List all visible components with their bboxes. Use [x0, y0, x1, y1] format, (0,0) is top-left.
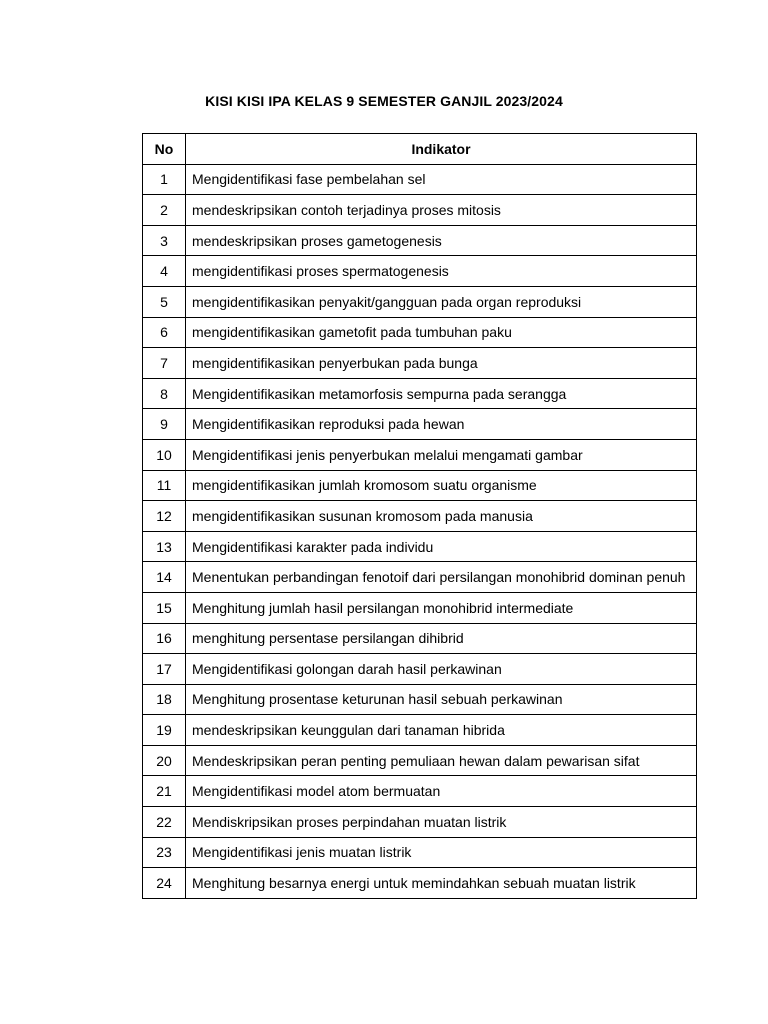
table-row	[143, 562, 697, 593]
table-row	[143, 378, 697, 409]
row-indicator: mengidentifikasikan penyerbukan pada bunga	[186, 348, 697, 379]
table-header-row	[143, 134, 697, 165]
row-indicator: Menentukan perbandingan fenotoif dari persilangan monohibrid dominan penuh	[186, 562, 697, 593]
table-row	[143, 225, 697, 256]
row-number: 13	[143, 531, 186, 562]
row-indicator: Mengidentifikasi fase pembelahan sel	[186, 164, 697, 195]
row-indicator: Menghitung besarnya energi untuk memindahkan sebuah muatan listrik	[186, 868, 697, 899]
row-indicator: menghitung persentase persilangan dihibrid	[186, 623, 697, 654]
row-indicator: mendeskripsikan proses gametogenesis	[186, 225, 697, 256]
table-row	[143, 745, 697, 776]
table-row	[143, 317, 697, 348]
row-number: 22	[143, 807, 186, 838]
page-title: KISI KISI IPA KELAS 9 SEMESTER GANJIL 2023/2024	[205, 93, 563, 109]
table-row	[143, 256, 697, 287]
table-row	[143, 684, 697, 715]
row-indicator: Menghitung prosentase keturunan hasil sebuah perkawinan	[186, 684, 697, 715]
row-indicator: Mengidentifikasi jenis muatan listrik	[186, 837, 697, 868]
row-number: 23	[143, 837, 186, 868]
column-header-no: No	[143, 134, 186, 165]
row-number: 4	[143, 256, 186, 287]
row-indicator: mengidentifikasikan jumlah kromosom suatu organisme	[186, 470, 697, 501]
row-indicator: Mendeskripsikan peran penting pemuliaan hewan dalam pewarisan sifat	[186, 745, 697, 776]
row-number: 5	[143, 286, 186, 317]
table-body	[143, 164, 697, 898]
row-number: 1	[143, 164, 186, 195]
row-number: 17	[143, 654, 186, 685]
row-indicator: mendeskripsikan keunggulan dari tanaman hibrida	[186, 715, 697, 746]
row-indicator: mengidentifikasi proses spermatogenesis	[186, 256, 697, 287]
table-row	[143, 501, 697, 532]
table-row	[143, 776, 697, 807]
row-number: 3	[143, 225, 186, 256]
table-row	[143, 807, 697, 838]
table-row	[143, 286, 697, 317]
row-indicator: Mengidentifikasi karakter pada individu	[186, 531, 697, 562]
table-row	[143, 409, 697, 440]
table-row	[143, 654, 697, 685]
row-number: 11	[143, 470, 186, 501]
table-row	[143, 592, 697, 623]
table-row	[143, 470, 697, 501]
row-number: 20	[143, 745, 186, 776]
row-indicator: Mengidentifikasi jenis penyerbukan melalui mengamati gambar	[186, 439, 697, 470]
row-indicator: mengidentifikasikan gametofit pada tumbuhan paku	[186, 317, 697, 348]
row-number: 12	[143, 501, 186, 532]
row-indicator: mengidentifikasikan penyakit/gangguan pada organ reproduksi	[186, 286, 697, 317]
table-row	[143, 623, 697, 654]
table-row	[143, 195, 697, 226]
row-indicator: Mengidentifikasikan reproduksi pada hewan	[186, 409, 697, 440]
row-number: 19	[143, 715, 186, 746]
row-indicator: mendeskripsikan contoh terjadinya proses mitosis	[186, 195, 697, 226]
table-row	[143, 439, 697, 470]
row-indicator: Mengidentifikasi golongan darah hasil perkawinan	[186, 654, 697, 685]
row-number: 18	[143, 684, 186, 715]
table-row	[143, 164, 697, 195]
row-number: 10	[143, 439, 186, 470]
row-indicator: Mengidentifikasikan metamorfosis sempurna pada serangga	[186, 378, 697, 409]
row-indicator: mengidentifikasikan susunan kromosom pada manusia	[186, 501, 697, 532]
row-number: 9	[143, 409, 186, 440]
indicator-table	[142, 133, 697, 899]
table-row	[143, 531, 697, 562]
table-row	[143, 348, 697, 379]
row-number: 6	[143, 317, 186, 348]
table-row	[143, 868, 697, 899]
row-number: 16	[143, 623, 186, 654]
row-indicator: Mengidentifikasi model atom bermuatan	[186, 776, 697, 807]
table-row	[143, 715, 697, 746]
row-number: 24	[143, 868, 186, 899]
row-number: 15	[143, 592, 186, 623]
row-number: 21	[143, 776, 186, 807]
row-number: 7	[143, 348, 186, 379]
row-number: 8	[143, 378, 186, 409]
row-number: 14	[143, 562, 186, 593]
table-row	[143, 837, 697, 868]
row-number: 2	[143, 195, 186, 226]
column-header-indicator: Indikator	[186, 134, 697, 165]
row-indicator: Mendiskripsikan proses perpindahan muatan listrik	[186, 807, 697, 838]
row-indicator: Menghitung jumlah hasil persilangan monohibrid intermediate	[186, 592, 697, 623]
